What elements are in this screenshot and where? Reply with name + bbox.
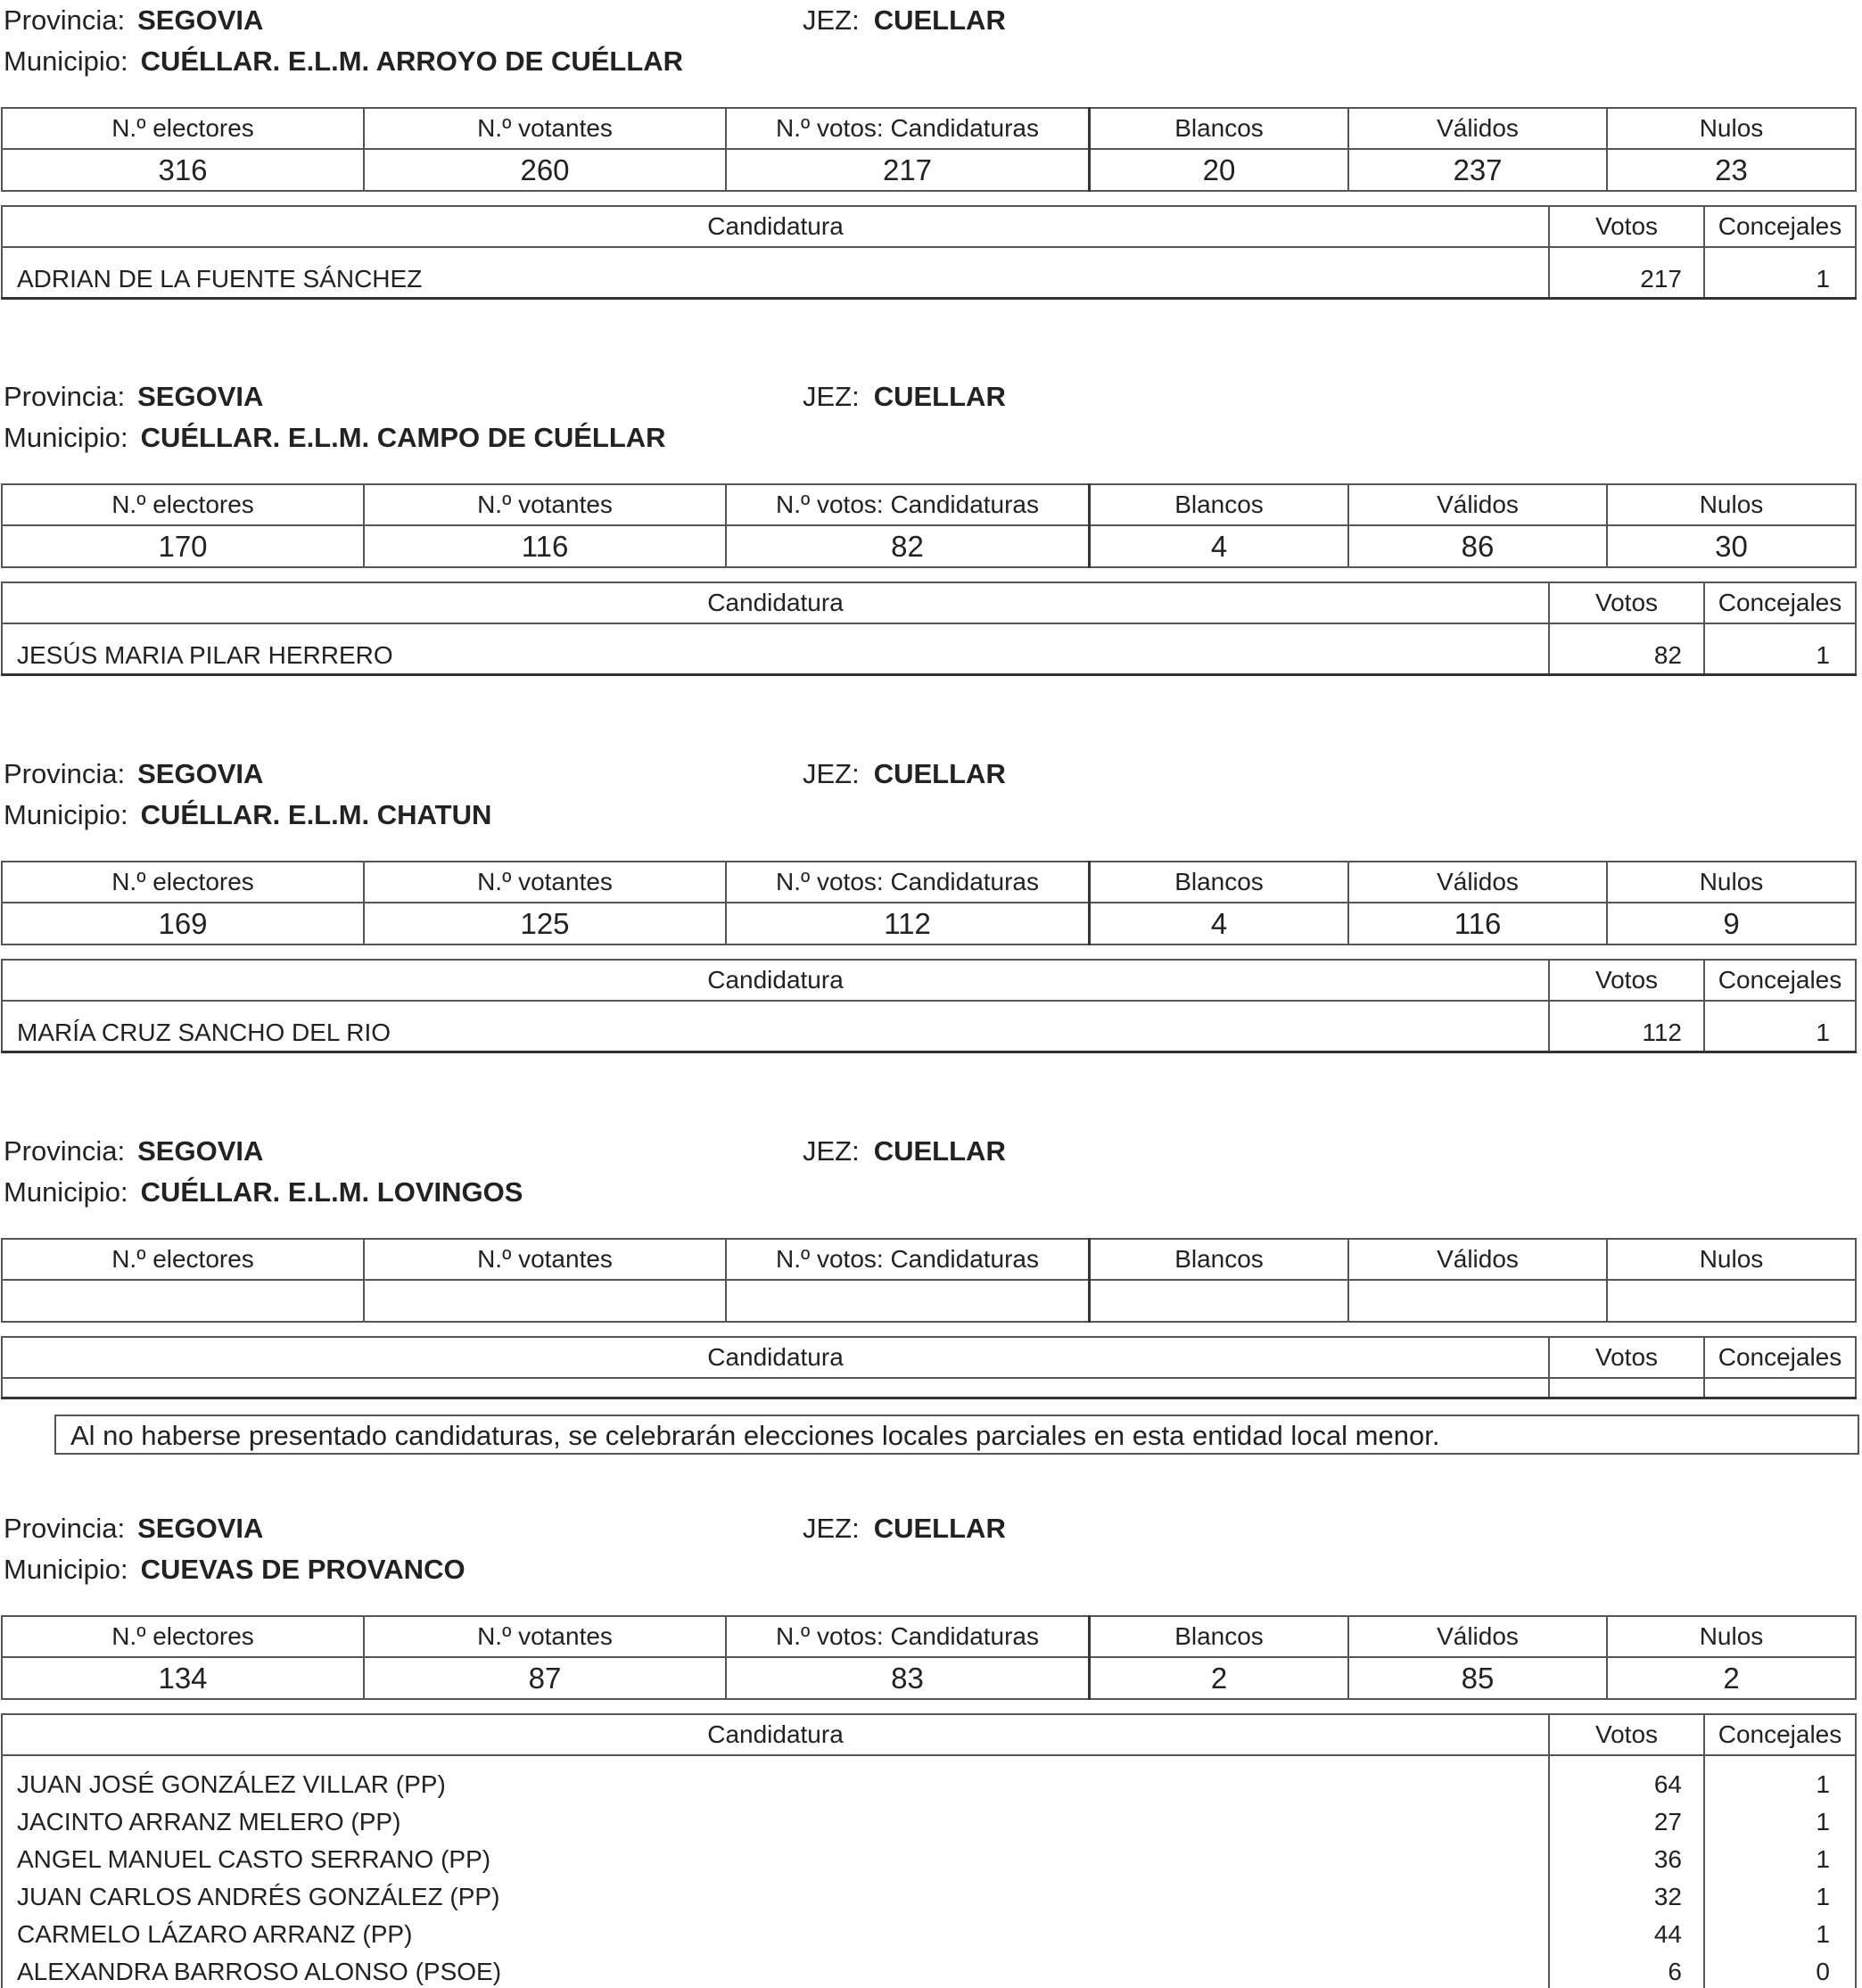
- val-validos: 237: [1348, 149, 1607, 191]
- candidates-table: [1, 1713, 1857, 1988]
- provincia-value: SEGOVIA: [137, 4, 264, 36]
- val-votantes: [364, 1280, 726, 1322]
- val-nulos: 30: [1607, 525, 1856, 567]
- table-row: [2, 1801, 1856, 1838]
- col-candidatura: Candidatura: [2, 1714, 1549, 1755]
- candidate-votos: 44: [1549, 1913, 1704, 1951]
- provincia-line: [4, 1134, 263, 1168]
- candidate-votos: 112: [1549, 1001, 1704, 1052]
- jez-value: CUELLAR: [873, 381, 1006, 412]
- municipio-value: CUÉLLAR. E.L.M. LOVINGOS: [140, 1176, 523, 1208]
- candidate-concejales: 1: [1704, 1876, 1856, 1913]
- col-votos: Votos: [1549, 582, 1704, 623]
- col-validos: Válidos: [1348, 862, 1607, 903]
- municipio-label: Municipio:: [4, 45, 128, 77]
- val-votos-candidaturas: [726, 1280, 1090, 1322]
- col-electores: N.º electores: [2, 862, 364, 903]
- candidates-table: [1, 959, 1857, 1053]
- col-electores: N.º electores: [2, 108, 364, 149]
- val-nulos: 9: [1607, 903, 1856, 945]
- val-blancos: 20: [1090, 149, 1349, 191]
- col-nulos: Nulos: [1607, 1616, 1856, 1657]
- col-blancos: Blancos: [1090, 862, 1349, 903]
- col-nulos: Nulos: [1607, 108, 1856, 149]
- jez-line: [803, 757, 1006, 791]
- col-votantes: N.º votantes: [364, 862, 726, 903]
- val-validos: 85: [1348, 1657, 1607, 1699]
- col-concejales: Concejales: [1704, 1714, 1856, 1755]
- col-concejales: Concejales: [1704, 206, 1856, 247]
- val-nulos: 23: [1607, 149, 1856, 191]
- val-nulos: [1607, 1280, 1856, 1322]
- candidate-name: JUAN CARLOS ANDRÉS GONZÁLEZ (PP): [2, 1876, 1549, 1913]
- col-nulos: Nulos: [1607, 862, 1856, 903]
- col-blancos: Blancos: [1090, 1616, 1349, 1657]
- candidate-name: MARÍA CRUZ SANCHO DEL RIO: [2, 1001, 1549, 1052]
- candidates-table: [1, 205, 1857, 300]
- val-nulos: 2: [1607, 1657, 1856, 1699]
- provincia-value: SEGOVIA: [137, 1513, 264, 1544]
- municipio-label: Municipio:: [4, 422, 128, 453]
- table-row: [2, 1001, 1856, 1052]
- jez-value: CUELLAR: [873, 4, 1006, 36]
- candidate-name: ADRIAN DE LA FUENTE SÁNCHEZ: [2, 247, 1549, 299]
- col-votantes: N.º votantes: [364, 108, 726, 149]
- val-votantes: 125: [364, 903, 726, 945]
- provincia-label: Provincia:: [4, 1513, 126, 1544]
- note-box: Al no haberse presentado candidaturas, se celebrarán elecciones locales parciales en esta entidad local menor.: [54, 1415, 1859, 1455]
- val-electores: 169: [2, 903, 364, 945]
- table-row: [2, 1951, 1856, 1988]
- candidate-concejales: [1704, 1378, 1856, 1398]
- municipio-line: [4, 45, 683, 78]
- table-row: [2, 1838, 1856, 1876]
- municipio-value: CUÉLLAR. E.L.M. ARROYO DE CUÉLLAR: [140, 45, 684, 77]
- col-votos-candidaturas: N.º votos: Candidaturas: [726, 1616, 1090, 1657]
- stats-table: [1, 861, 1857, 945]
- stats-table: [1, 483, 1857, 568]
- municipio-value: CUEVAS DE PROVANCO: [140, 1554, 466, 1585]
- municipio-value: CUÉLLAR. E.L.M. CHATUN: [140, 799, 492, 830]
- provincia-label: Provincia:: [4, 381, 126, 412]
- col-nulos: Nulos: [1607, 484, 1856, 525]
- candidates-table: [1, 1336, 1857, 1399]
- col-blancos: Blancos: [1090, 1239, 1349, 1280]
- candidate-concejales: 1: [1704, 247, 1856, 299]
- municipio-line: [4, 798, 491, 832]
- val-validos: [1348, 1280, 1607, 1322]
- val-votos-candidaturas: 217: [726, 149, 1090, 191]
- table-row: [2, 1378, 1856, 1398]
- provincia-line: [4, 757, 263, 791]
- val-votantes: 87: [364, 1657, 726, 1699]
- col-validos: Válidos: [1348, 1616, 1607, 1657]
- candidate-name: [2, 1378, 1549, 1398]
- municipio-line: [4, 421, 666, 455]
- stats-table: [1, 1615, 1857, 1700]
- val-electores: 170: [2, 525, 364, 567]
- provincia-value: SEGOVIA: [137, 758, 264, 789]
- col-votos: Votos: [1549, 1714, 1704, 1755]
- provincia-line: [4, 380, 263, 414]
- candidate-concejales: 1: [1704, 1913, 1856, 1951]
- val-validos: 116: [1348, 903, 1607, 945]
- candidate-concejales: 1: [1704, 1755, 1856, 1801]
- table-row: [2, 1913, 1856, 1951]
- col-votos-candidaturas: N.º votos: Candidaturas: [726, 1239, 1090, 1280]
- col-votos-candidaturas: N.º votos: Candidaturas: [726, 484, 1090, 525]
- table-row: [2, 247, 1856, 299]
- stats-table: [1, 1238, 1857, 1323]
- candidate-concejales: 0: [1704, 1951, 1856, 1988]
- col-electores: N.º electores: [2, 1239, 364, 1280]
- candidate-name: CARMELO LÁZARO ARRANZ (PP): [2, 1913, 1549, 1951]
- candidate-votos: 217: [1549, 247, 1704, 299]
- val-votantes: 260: [364, 149, 726, 191]
- candidate-concejales: 1: [1704, 1801, 1856, 1838]
- col-electores: N.º electores: [2, 1616, 364, 1657]
- col-votantes: N.º votantes: [364, 484, 726, 525]
- col-electores: N.º electores: [2, 484, 364, 525]
- val-blancos: [1090, 1280, 1349, 1322]
- candidate-name: ALEXANDRA BARROSO ALONSO (PSOE): [2, 1951, 1549, 1988]
- val-electores: [2, 1280, 364, 1322]
- col-votos: Votos: [1549, 206, 1704, 247]
- candidate-name: ANGEL MANUEL CASTO SERRANO (PP): [2, 1838, 1549, 1876]
- candidate-name: JUAN JOSÉ GONZÁLEZ VILLAR (PP): [2, 1755, 1549, 1801]
- jez-value: CUELLAR: [873, 1513, 1006, 1544]
- candidate-votos: 64: [1549, 1755, 1704, 1801]
- col-votos-candidaturas: N.º votos: Candidaturas: [726, 108, 1090, 149]
- val-votos-candidaturas: 82: [726, 525, 1090, 567]
- col-concejales: Concejales: [1704, 582, 1856, 623]
- col-votos: Votos: [1549, 1337, 1704, 1378]
- candidate-concejales: 1: [1704, 1838, 1856, 1876]
- jez-line: [803, 380, 1006, 414]
- val-electores: 316: [2, 149, 364, 191]
- col-blancos: Blancos: [1090, 108, 1349, 149]
- val-blancos: 4: [1090, 903, 1349, 945]
- col-concejales: Concejales: [1704, 1337, 1856, 1378]
- val-electores: 134: [2, 1657, 364, 1699]
- candidate-votos: 27: [1549, 1801, 1704, 1838]
- jez-label: JEZ:: [803, 381, 860, 412]
- table-row: [2, 1876, 1856, 1913]
- provincia-value: SEGOVIA: [137, 1135, 264, 1167]
- val-votos-candidaturas: 83: [726, 1657, 1090, 1699]
- municipio-label: Municipio:: [4, 1176, 128, 1208]
- val-validos: 86: [1348, 525, 1607, 567]
- provincia-line: [4, 1512, 263, 1546]
- col-nulos: Nulos: [1607, 1239, 1856, 1280]
- jez-line: [803, 1134, 1006, 1168]
- jez-value: CUELLAR: [873, 758, 1006, 789]
- candidates-table: [1, 582, 1857, 676]
- provincia-line: [4, 4, 263, 37]
- col-candidatura: Candidatura: [2, 1337, 1549, 1378]
- col-blancos: Blancos: [1090, 484, 1349, 525]
- candidate-concejales: 1: [1704, 1001, 1856, 1052]
- provincia-value: SEGOVIA: [137, 381, 264, 412]
- jez-line: [803, 4, 1006, 37]
- municipio-line: [4, 1175, 523, 1209]
- jez-label: JEZ:: [803, 758, 860, 789]
- jez-line: [803, 1512, 1006, 1546]
- col-candidatura: Candidatura: [2, 960, 1549, 1001]
- municipio-line: [4, 1553, 466, 1587]
- jez-label: JEZ:: [803, 1513, 860, 1544]
- val-votos-candidaturas: 112: [726, 903, 1090, 945]
- table-row: [2, 1755, 1856, 1801]
- col-votantes: N.º votantes: [364, 1239, 726, 1280]
- col-validos: Válidos: [1348, 484, 1607, 525]
- col-candidatura: Candidatura: [2, 582, 1549, 623]
- val-votantes: 116: [364, 525, 726, 567]
- provincia-label: Provincia:: [4, 758, 126, 789]
- municipio-value: CUÉLLAR. E.L.M. CAMPO DE CUÉLLAR: [140, 422, 666, 453]
- col-votos: Votos: [1549, 960, 1704, 1001]
- candidate-votos: 6: [1549, 1951, 1704, 1988]
- jez-label: JEZ:: [803, 4, 860, 36]
- candidate-votos: 82: [1549, 623, 1704, 675]
- candidate-concejales: 1: [1704, 623, 1856, 675]
- jez-value: CUELLAR: [873, 1135, 1006, 1167]
- provincia-label: Provincia:: [4, 1135, 126, 1167]
- col-concejales: Concejales: [1704, 960, 1856, 1001]
- jez-label: JEZ:: [803, 1135, 860, 1167]
- val-blancos: 2: [1090, 1657, 1349, 1699]
- candidate-name: JACINTO ARRANZ MELERO (PP): [2, 1801, 1549, 1838]
- candidate-name: JESÚS MARIA PILAR HERRERO: [2, 623, 1549, 675]
- candidate-votos: 36: [1549, 1838, 1704, 1876]
- municipio-label: Municipio:: [4, 799, 128, 830]
- stats-table: [1, 107, 1857, 192]
- col-votantes: N.º votantes: [364, 1616, 726, 1657]
- provincia-label: Provincia:: [4, 4, 126, 36]
- col-validos: Válidos: [1348, 1239, 1607, 1280]
- table-row: [2, 623, 1856, 675]
- val-blancos: 4: [1090, 525, 1349, 567]
- candidate-votos: 32: [1549, 1876, 1704, 1913]
- municipio-label: Municipio:: [4, 1554, 128, 1585]
- col-votos-candidaturas: N.º votos: Candidaturas: [726, 862, 1090, 903]
- col-candidatura: Candidatura: [2, 206, 1549, 247]
- col-validos: Válidos: [1348, 108, 1607, 149]
- candidate-votos: [1549, 1378, 1704, 1398]
